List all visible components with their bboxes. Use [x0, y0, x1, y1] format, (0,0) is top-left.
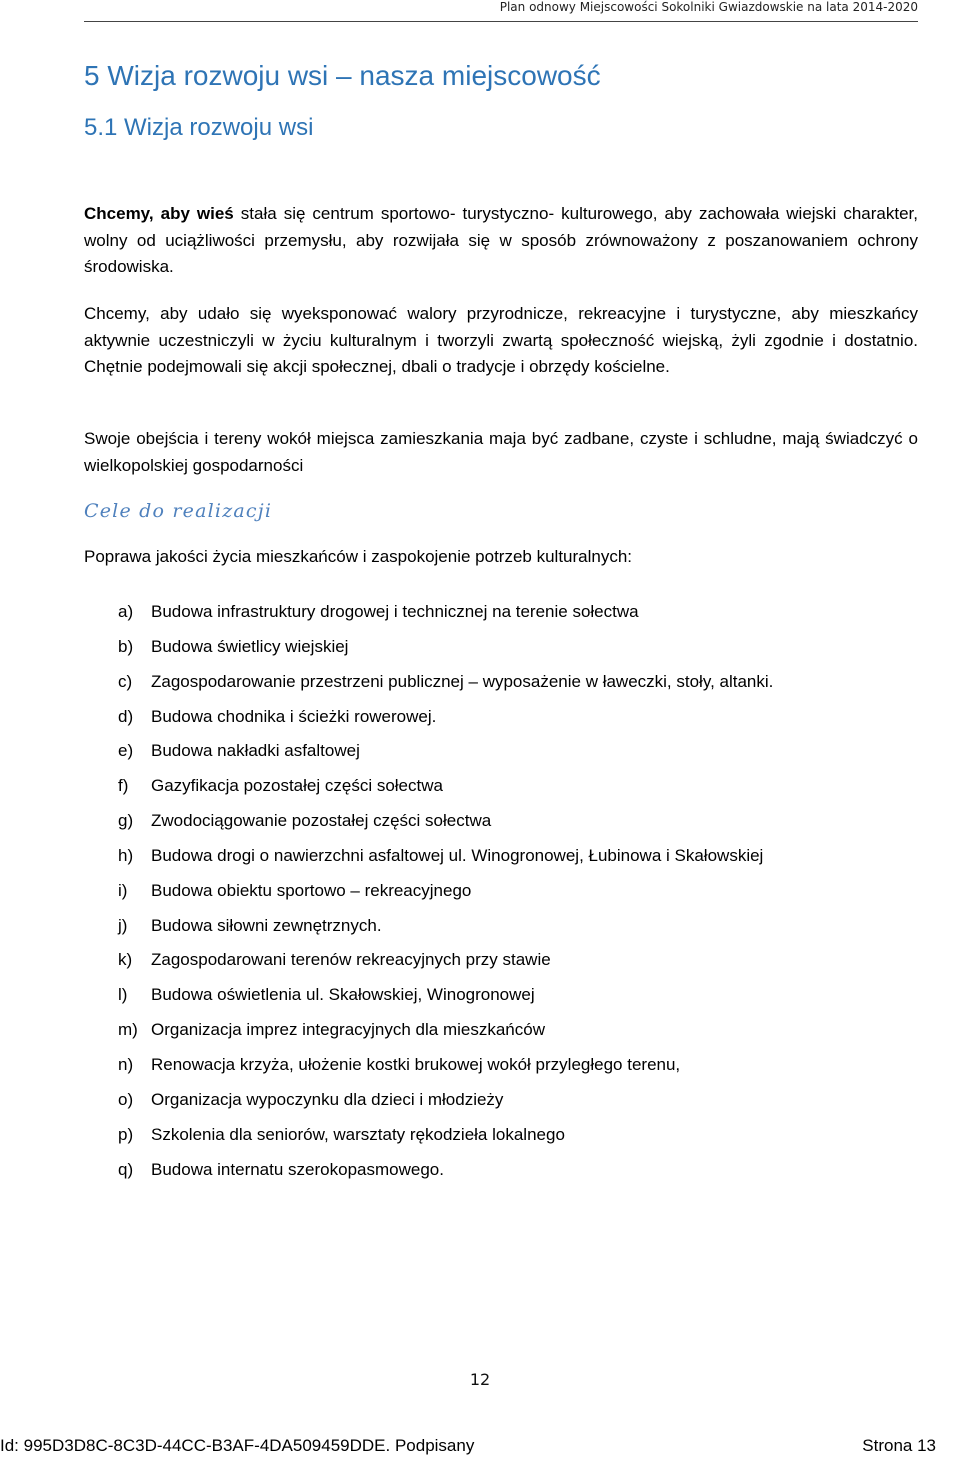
- list-item-text: Budowa oświetlenia ul. Skałowskiej, Winogronowej: [151, 985, 535, 1005]
- list-item-text: Budowa chodnika i ścieżki rowerowej.: [151, 706, 437, 726]
- list-item: [118, 844, 773, 879]
- list-item-text: Budowa internatu szerokopasmowego.: [151, 1159, 444, 1179]
- list-item-text: Zagospodarowanie przestrzeni publicznej – wyposażenie w ławeczki, stoły, altanki.: [151, 671, 774, 691]
- list-item-text: Renowacja krzyża, ułożenie kostki brukowej wokół przyległego terenu,: [151, 1054, 681, 1074]
- list-item: [118, 983, 773, 1018]
- list-item: [118, 774, 773, 809]
- list-item-marker: i): [118, 880, 128, 900]
- list-item-marker: j): [118, 915, 128, 935]
- list-item-marker: l): [118, 985, 128, 1005]
- list-item-text: Budowa siłowni zewnętrznych.: [151, 915, 382, 935]
- paragraph-text: Swoje obejścia i tereny wokół miejsca zamieszkania maja być zadbane, czyste i schludne, mają świadczyć o wielkopolskiej gospodarności: [84, 429, 918, 475]
- list-item-text: Budowa infrastruktury drogowej i technicznej na terenie sołectwa: [151, 602, 639, 621]
- list-item-text: Organizacja imprez integracyjnych dla mieszkańców: [151, 1020, 545, 1040]
- subsection-heading: Cele do realizacji: [84, 500, 273, 522]
- list-item-marker: b): [118, 636, 134, 656]
- list-item-text: Szkolenia dla seniorów, warsztaty rękodzieła lokalnego: [151, 1124, 565, 1144]
- list-item: [118, 600, 773, 635]
- list-item-marker: a): [118, 602, 134, 621]
- paragraph-vision: [84, 201, 918, 281]
- list-item: [118, 879, 773, 914]
- footer-document-id: Id: 995D3D8C-8C3D-44CC-B3AF-4DA509459DDE. Podpisany: [0, 1436, 475, 1455]
- page-number: 12: [469, 1370, 491, 1389]
- list-item-text: Budowa drogi o nawierzchni asfaltowej ul. Winogronowej, Łubinowa i Skałowskiej: [151, 845, 764, 865]
- chapter-heading: 5 Wizja rozwoju wsi – nasza miejscowość: [84, 60, 601, 91]
- list-item-text: Gazyfikacja pozostałej części sołectwa: [151, 776, 443, 796]
- list-item-marker: h): [118, 845, 134, 865]
- list-item-text: Zagospodarowani terenów rekreacyjnych przy stawie: [151, 950, 551, 970]
- list-item-text: Budowa obiektu sportowo – rekreacyjnego: [151, 880, 472, 900]
- list-item: [118, 635, 773, 670]
- list-item-marker: f): [118, 776, 129, 796]
- list-item-text: Budowa świetlicy wiejskiej: [151, 636, 349, 656]
- list-item-marker: q): [118, 1159, 134, 1179]
- list-item: [118, 948, 773, 983]
- list-item-marker: d): [118, 706, 134, 726]
- paragraph-surroundings: [84, 426, 918, 479]
- list-item-marker: g): [118, 811, 134, 831]
- list-item: [118, 1018, 773, 1053]
- goals-intro: Poprawa jakości życia mieszkańców i zaspokojenie potrzeb kulturalnych:: [84, 547, 633, 566]
- list-item: [118, 809, 773, 844]
- list-item: [118, 739, 773, 774]
- list-item-marker: e): [118, 741, 134, 761]
- list-item: [118, 1053, 773, 1088]
- list-item-text: Budowa nakładki asfaltowej: [151, 741, 360, 761]
- list-item-marker: m): [118, 1020, 138, 1040]
- paragraph-lead: Chcemy, aby wieś: [84, 204, 234, 223]
- list-item: [118, 670, 773, 705]
- list-item-marker: o): [118, 1089, 134, 1109]
- paragraph-text: stała się centrum sportowo- turystyczno- kulturowego, aby zachowała wiejski charakter, wolny od uciążliwości przemysłu, aby rozwijała się w sposób zrównoważony z poszanowaniem ochrony środowiska.: [84, 204, 918, 276]
- list-item-text: Organizacja wypoczynku dla dzieci i młodzieży: [151, 1089, 504, 1109]
- list-item-marker: c): [118, 671, 133, 691]
- list-item-marker: k): [118, 950, 133, 970]
- list-item: [118, 1123, 773, 1158]
- list-item-text: Zwodociągowanie pozostałej części sołectwa: [151, 811, 492, 831]
- list-item-marker: n): [118, 1054, 134, 1074]
- section-heading: 5.1 Wizja rozwoju wsi: [84, 114, 314, 141]
- list-item: [118, 914, 773, 949]
- header-rule: [84, 21, 918, 22]
- paragraph-aspirations: [84, 301, 918, 381]
- list-item: [118, 1088, 773, 1123]
- list-item: [118, 1158, 773, 1193]
- running-header: Plan odnowy Miejscowości Sokolniki Gwiazdowskie na lata 2014-2020: [499, 0, 918, 14]
- paragraph-text: Chcemy, aby udało się wyeksponować walory przyrodnicze, rekreacyjne i turystyczne, aby mieszkańcy aktywnie uczestniczyli w życiu kulturalnym i tworzyli zwartą społeczność wiejską, żyli zgodnie i dostatnio. Chętnie podejmowali się akcji społecznej, dbali o tradycje i obrzędy kościelne.: [84, 304, 918, 376]
- goals-list: [118, 600, 773, 1192]
- footer-page-label: Strona 13: [862, 1436, 936, 1455]
- list-item: [118, 705, 773, 740]
- list-item-marker: p): [118, 1124, 134, 1144]
